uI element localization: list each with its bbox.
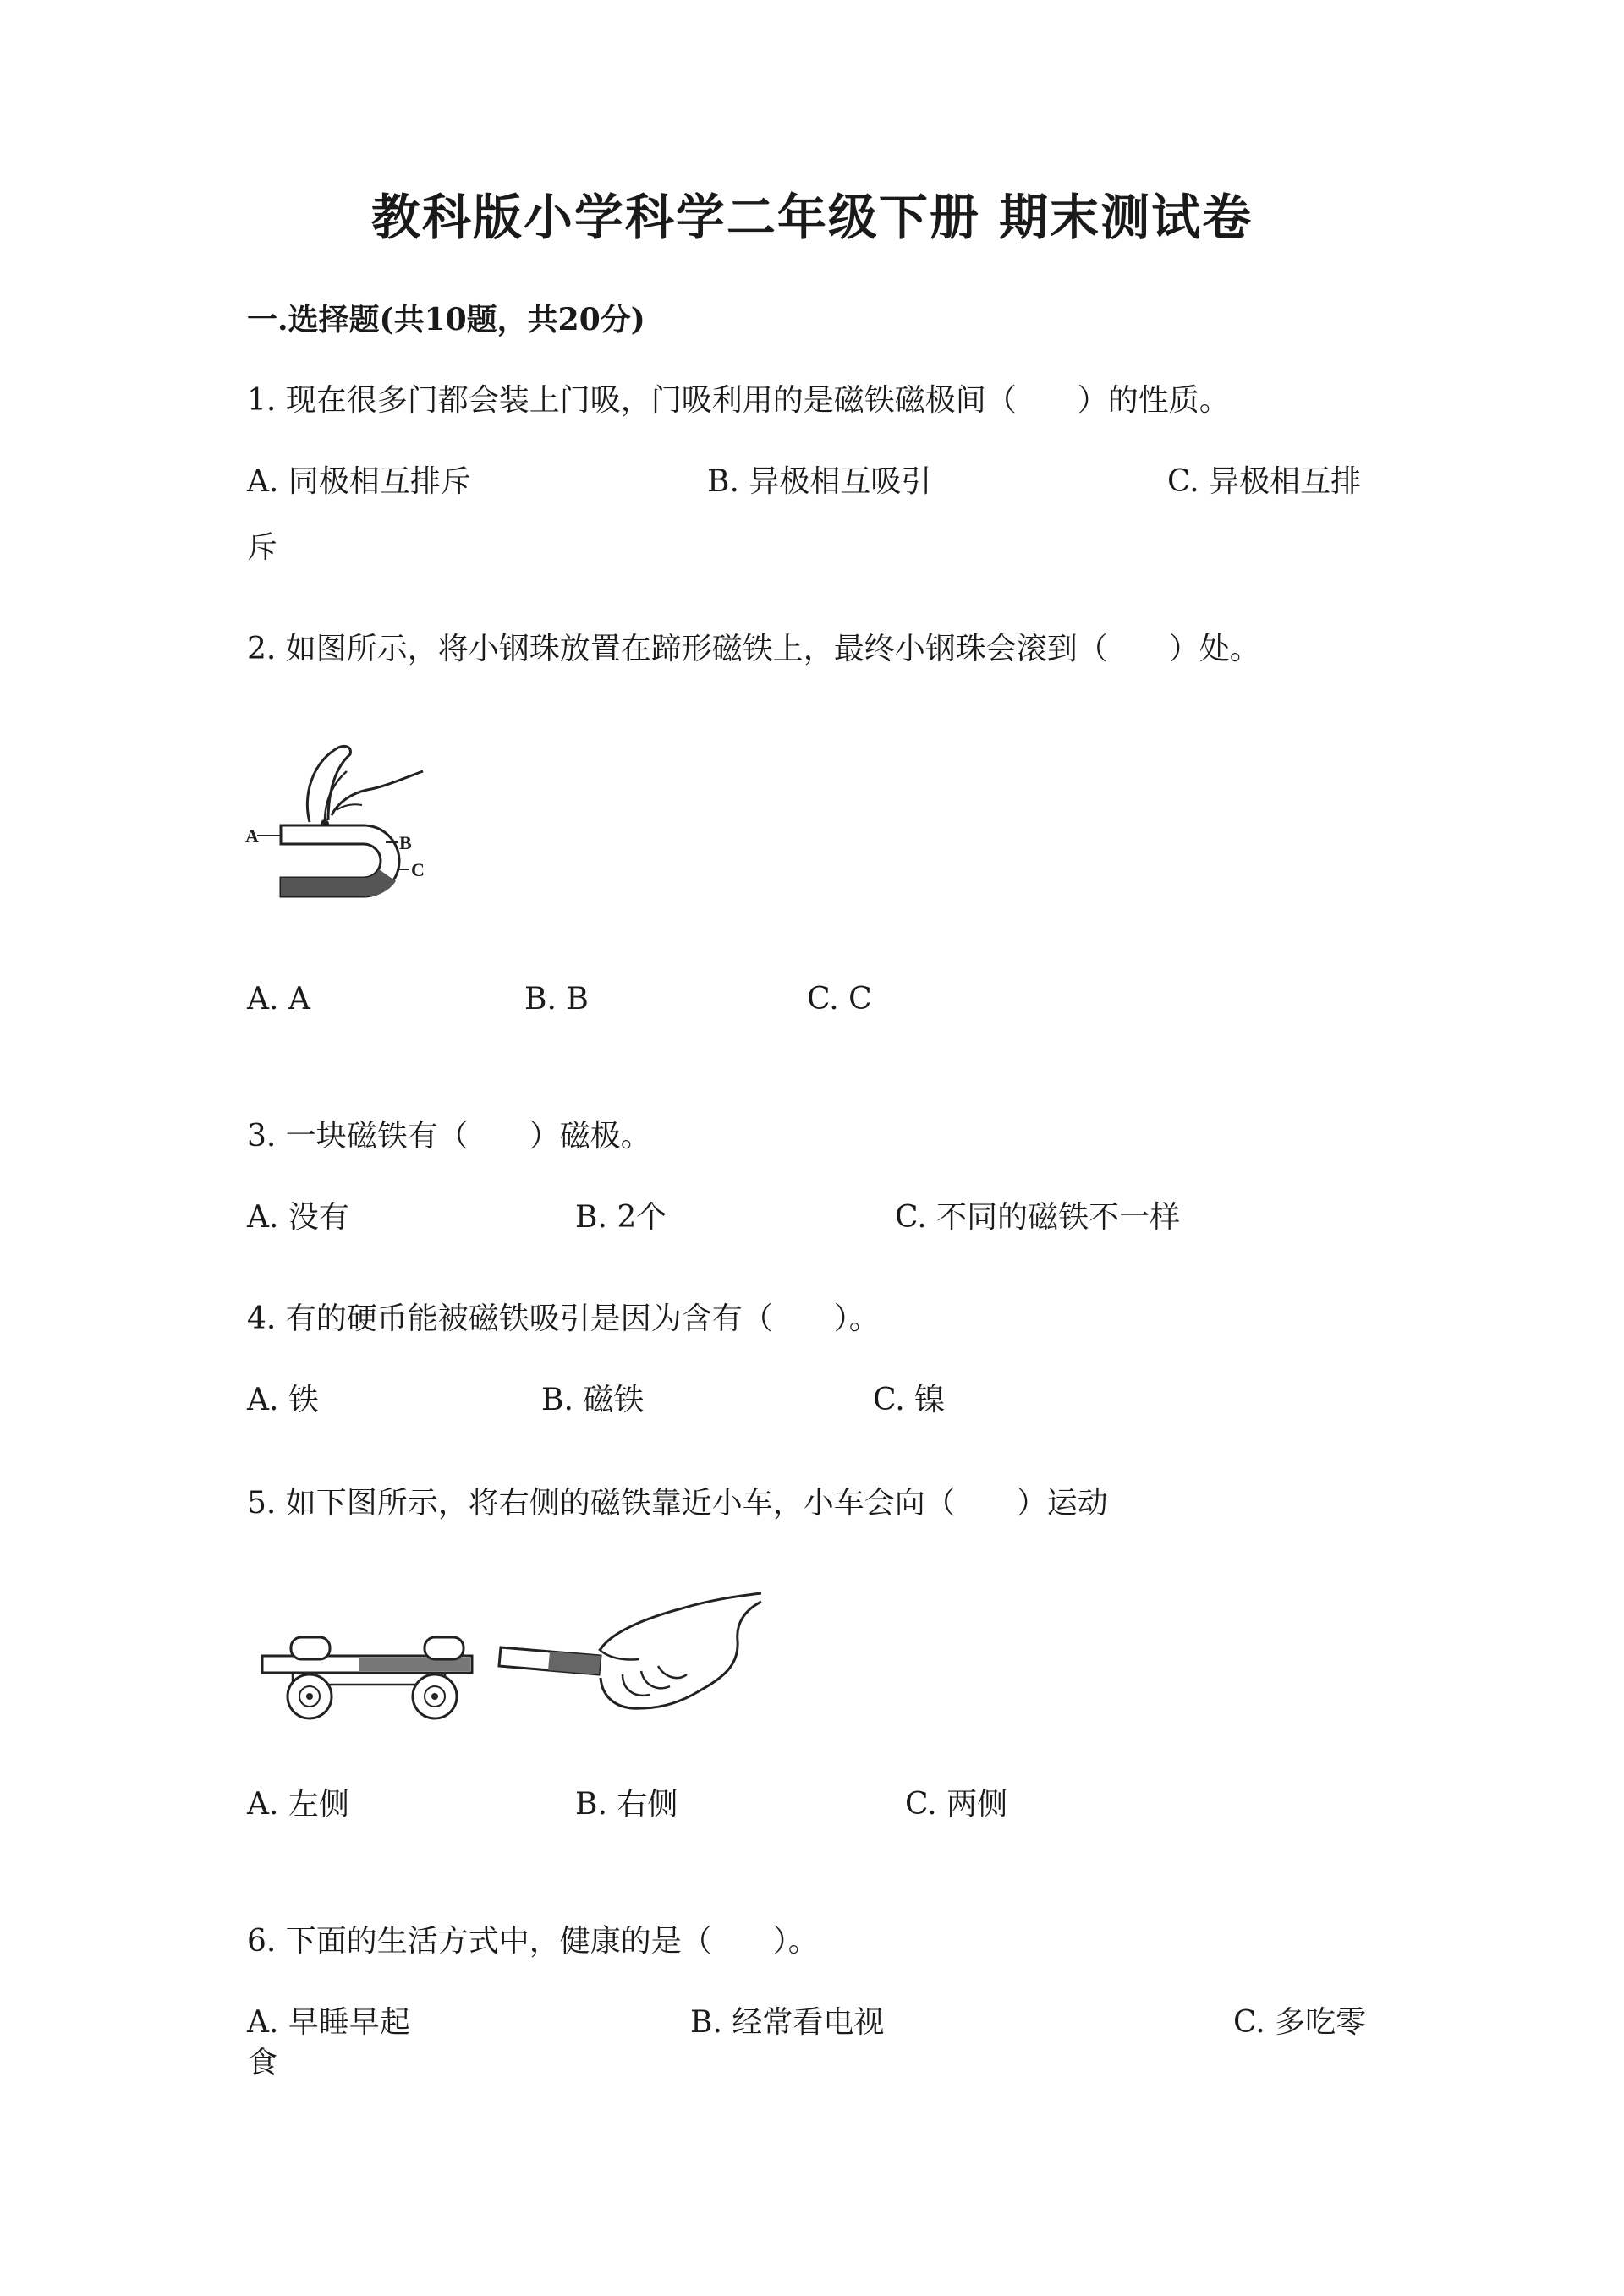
q6-option-a[interactable]: A. 早睡早起 xyxy=(247,2005,410,2040)
q2-option-a[interactable]: A. A xyxy=(247,982,310,1016)
q6-option-c-wrap: 食 xyxy=(247,2046,278,2080)
q3-option-b[interactable]: B. 2个 xyxy=(575,1200,667,1235)
question-6: 6. 下面的生活方式中，健康的是（ ）。 xyxy=(247,1924,819,1959)
section-heading: 一.选择题(共10题，共20分) xyxy=(247,302,645,337)
q5-option-c[interactable]: C. 两侧 xyxy=(905,1787,1008,1822)
q5-option-b[interactable]: B. 右侧 xyxy=(575,1787,678,1822)
q3-option-c[interactable]: C. 不同的磁铁不一样 xyxy=(895,1200,1181,1235)
toy-car-magnet-figure xyxy=(259,1590,766,1725)
q5-option-a[interactable]: A. 左侧 xyxy=(247,1787,349,1822)
question-5: 5. 如下图所示，将右侧的磁铁靠近小车，小车会向（ ）运动 xyxy=(247,1486,1108,1521)
page-title: 教科版小学科学二年级下册 期末测试卷 xyxy=(370,189,1254,246)
q2-option-b[interactable]: B. B xyxy=(524,982,589,1016)
q4-option-c[interactable]: C. 镍 xyxy=(873,1383,946,1417)
figure-label-b: B xyxy=(399,832,412,853)
q6-option-c[interactable]: C. 多吃零 xyxy=(1233,2005,1367,2040)
question-4: 4. 有的硬币能被磁铁吸引是因为含有（ ）。 xyxy=(247,1301,880,1336)
figure-label-c: C xyxy=(411,859,425,880)
q3-option-a[interactable]: A. 没有 xyxy=(247,1200,349,1235)
q6-option-b[interactable]: B. 经常看电视 xyxy=(690,2005,885,2040)
q1-option-a[interactable]: A. 同极相互排斥 xyxy=(247,464,471,499)
q4-option-b[interactable]: B. 磁铁 xyxy=(541,1383,645,1417)
question-3: 3. 一块磁铁有（ ）磁极。 xyxy=(247,1119,651,1153)
q2-option-c[interactable]: C. C xyxy=(807,982,872,1016)
horseshoe-magnet-figure xyxy=(244,737,447,923)
q1-option-c-wrap: 斥 xyxy=(247,530,278,565)
question-2: 2. 如图所示，将小钢珠放置在蹄形磁铁上，最终小钢珠会滚到（ ）处。 xyxy=(247,632,1260,666)
q1-option-b[interactable]: B. 异极相互吸引 xyxy=(707,464,932,499)
q4-option-a[interactable]: A. 铁 xyxy=(247,1383,319,1417)
figure-label-a: A xyxy=(245,825,259,847)
q1-option-c[interactable]: C. 异极相互排 xyxy=(1167,464,1362,499)
question-1: 1. 现在很多门都会装上门吸，门吸利用的是磁铁磁极间（ ）的性质。 xyxy=(247,383,1230,418)
